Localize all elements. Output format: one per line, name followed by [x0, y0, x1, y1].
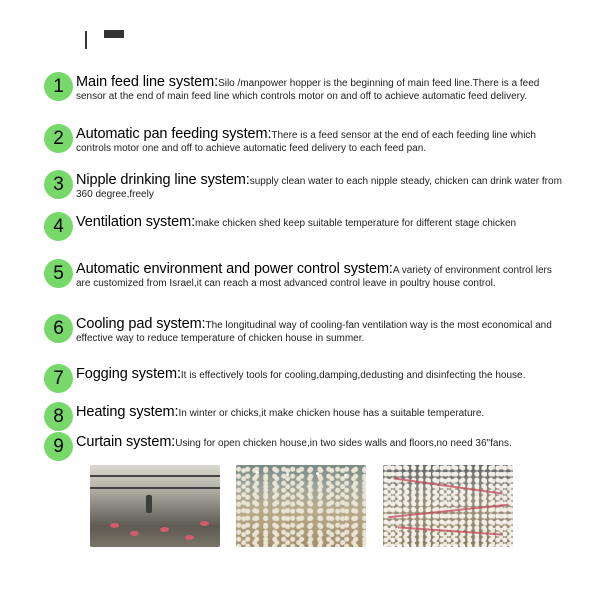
item-description: In winter or chicks,it make chicken house has a suitable temperature.: [178, 408, 485, 419]
item-description: It is effectively tools for cooling,damping,dedusting and disinfecting the house.: [180, 370, 526, 381]
item-description: Using for open chicken house,in two sides walls and floors,no need 36"fans.: [175, 438, 512, 449]
item-text: [76, 174, 564, 201]
item-description: A variety of environment control lers are customized from Israel,it can reach a most advanced control leave in poultry house control.: [76, 265, 552, 289]
item-text: [76, 406, 564, 421]
item-text: [76, 128, 564, 155]
item-text: [76, 368, 564, 383]
item-title: Ventilation system:: [76, 214, 195, 230]
number-badge: 5: [44, 259, 73, 288]
item-title: Automatic pan feeding system:: [76, 126, 272, 142]
item-title: Curtain system:: [76, 434, 176, 450]
item-description: supply clean water to each nipple steady, chicken can drink water from 360 degree,freely: [76, 176, 562, 200]
item-description: make chicken shed keep suitable temperature for different stage chicken: [195, 218, 517, 229]
number-badge: 6: [44, 314, 73, 343]
chicken-house-photo: [236, 465, 366, 547]
item-description: The longitudinal way of cooling-fan ventilation way is the most economical and effective way to reduce temperature of chicken house in summer.: [76, 320, 552, 344]
number-badge: 8: [44, 402, 73, 431]
top-mark-block: [104, 30, 124, 38]
number-badge: 1: [44, 72, 73, 101]
item-description: There is a feed sensor at the end of each feeding line which controls motor one and off to achieve automatic feed delivery to each feed pan.: [76, 130, 536, 154]
number-badge: 4: [44, 212, 73, 241]
item-title: Fogging system:: [76, 366, 181, 382]
item-text: [76, 318, 564, 345]
item-title: Automatic environment and power control system:: [76, 261, 393, 277]
broiler-floor-photo: [383, 465, 513, 547]
worker-figure: [146, 495, 152, 513]
top-mark-bar: [85, 31, 87, 49]
item-title: Cooling pad system:: [76, 316, 206, 332]
number-badge: 9: [44, 432, 73, 461]
item-title: Heating system:: [76, 404, 179, 420]
item-text: [76, 216, 564, 231]
item-text: [76, 263, 564, 290]
feeding-line-photo: [90, 465, 220, 547]
number-badge: 3: [44, 170, 73, 199]
item-text: [76, 76, 564, 103]
item-description: Silo /manpower hopper is the beginning of main feed line.There is a feed sensor at the end of main feed line which controls motor on and off to achieve automatic feed delivery.: [76, 78, 540, 102]
number-badge: 2: [44, 124, 73, 153]
item-title: Main feed line system:: [76, 74, 219, 90]
item-title: Nipple drinking line system:: [76, 172, 250, 188]
number-badge: 7: [44, 364, 73, 393]
item-text: [76, 436, 564, 451]
